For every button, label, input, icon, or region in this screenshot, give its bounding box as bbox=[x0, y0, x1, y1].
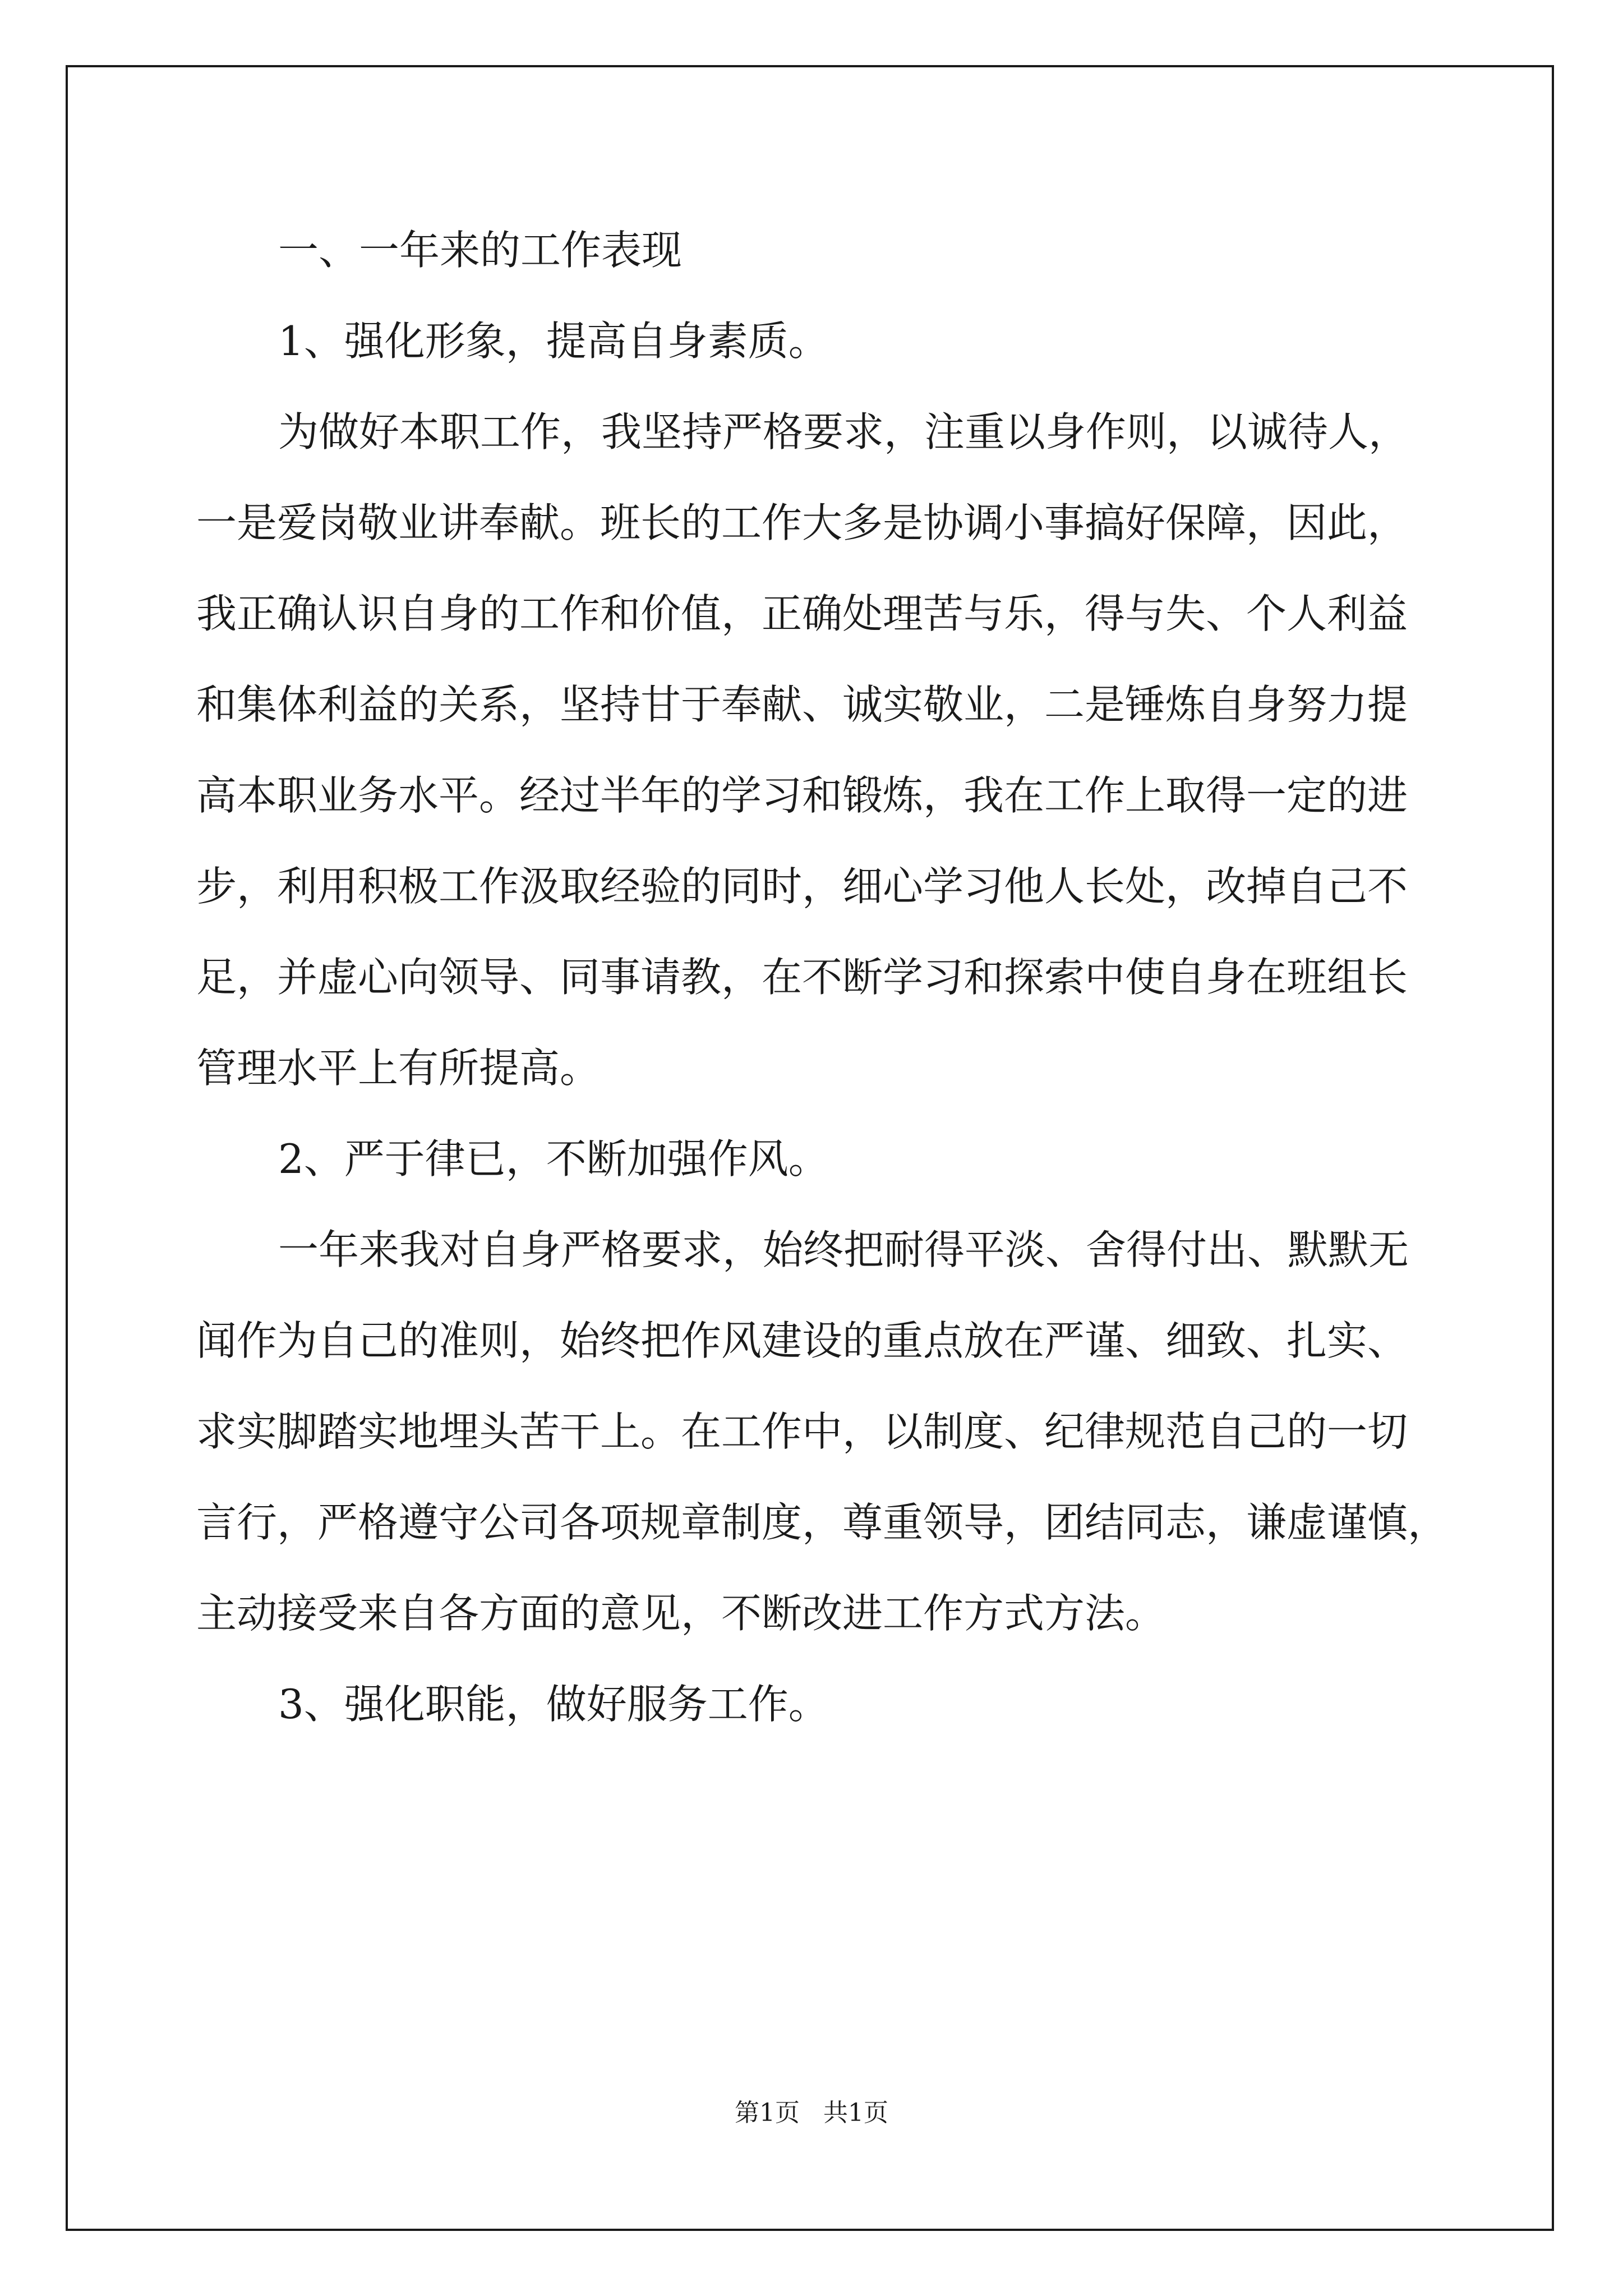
document-body bbox=[196, 205, 1486, 1750]
subheading-3: 3、强化职能，做好服务工作。 bbox=[278, 1681, 829, 1728]
paragraph-line: 步，利用积极工作汲取经验的同时，细心学习他人长处，改掉自己不 bbox=[196, 863, 1408, 910]
subheading-2: 2、严于律已，不断加强作风。 bbox=[278, 1135, 829, 1182]
page-footer: 第1页 共1页 bbox=[735, 2099, 888, 2127]
paragraph-line: 一是爱岗敬业讲奉献。班长的工作大多是协调小事搞好保障，因此， bbox=[196, 499, 1408, 546]
paragraph-line: 为做好本职工作，我坚持严格要求，注重以身作则，以诚待人， bbox=[278, 408, 1409, 455]
paragraph-line: 足，并虚心向领导、同事请教，在不断学习和探索中使自身在班组长 bbox=[196, 954, 1408, 1001]
paragraph-line: 高本职业务水平。经过半年的学习和锻炼，我在工作上取得一定的进 bbox=[196, 772, 1408, 819]
paragraph-line: 我正确认识自身的工作和价值，正确处理苦与乐，得与失、个人利益 bbox=[196, 590, 1408, 637]
paragraph-line: 管理水平上有所提高。 bbox=[196, 1045, 601, 1092]
subheading-1: 1、强化形象，提高自身素质。 bbox=[278, 318, 829, 365]
paragraph-line: 言行，严格遵守公司各项规章制度，尊重领导，团结同志，谦虚谨慎， bbox=[196, 1499, 1449, 1546]
paragraph-line: 一年来我对自身严格要求，始终把耐得平淡、舍得付出、默默无 bbox=[278, 1226, 1409, 1273]
section-heading: 一、一年来的工作表现 bbox=[278, 227, 683, 274]
paragraph-line: 主动接受来自各方面的意见，不断改进工作方式方法。 bbox=[196, 1590, 1166, 1637]
paragraph-line: 闻作为自己的准则，始终把作风建设的重点放在严谨、细致、扎实、 bbox=[196, 1317, 1408, 1364]
paragraph-line: 和集体利益的关系，坚持甘于奉献、诚实敬业，二是锤炼自身努力提 bbox=[196, 681, 1408, 728]
paragraph-line: 求实脚踏实地埋头苦干上。在工作中，以制度、纪律规范自己的一切 bbox=[196, 1408, 1408, 1455]
